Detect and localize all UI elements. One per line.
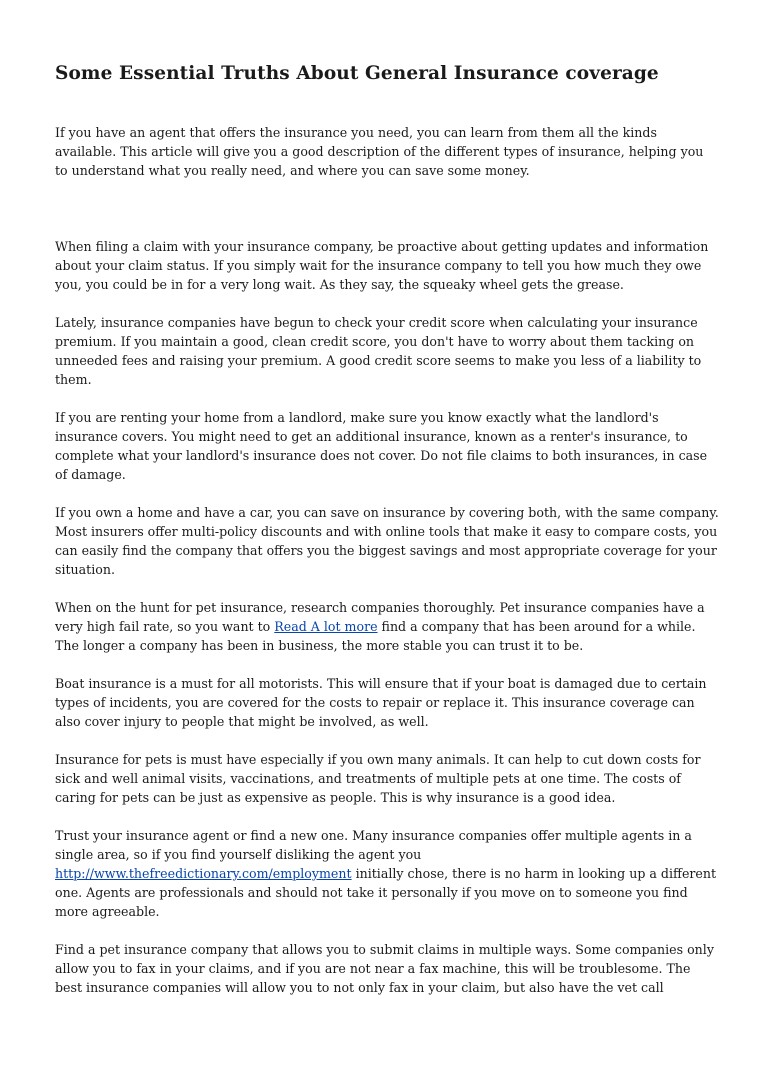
document-page <box>55 62 720 1016</box>
paragraph-multi-policy: If you own a home and have a car, you can save on insurance by covering both, with the same company. Most insurers offer multi-policy discounts and with online tools that make it easy to compare costs, you can easily find the company that offers you the biggest savings and most appropriate coverage for your situation. <box>55 505 719 577</box>
paragraph-text: Trust your insurance agent or find a new one. Many insurance companies offer multiple agents in a single area, so if you find yourself disliking the agent you <box>55 828 692 862</box>
paragraph-text: initially chose, there is no harm in looking up a different one. Agents are professionals and should not take it personally if you move on to someone you find more agreeable. <box>55 866 717 919</box>
paragraph-text: find a company that has been around for a while. The longer a company has been in business, the more stable you can trust it to be. <box>55 619 696 653</box>
paragraph-claim-status: When filing a claim with your insurance company, be proactive about getting updates and information about your claim status. If you simply wait for the insurance company to tell you how much they owe you, you could be in for a very long wait. As they say, the squeaky wheel gets the grease. <box>55 239 709 292</box>
paragraph-pets-insurance: Insurance for pets is must have especially if you own many animals. It can help to cut down costs for sick and well animal visits, vaccinations, and treatments of multiple pets at one time. The costs of caring for pets can be just as expensive as people. This is why insurance is a good idea. <box>55 752 701 805</box>
dictionary-link[interactable]: http://www.thefreedictionary.com/employment <box>55 866 352 881</box>
paragraph-intro: If you have an agent that offers the insurance you need, you can learn from them all the kinds available. This article will give you a good description of the different types of insurance, helping you to understand what you really need, and where you can save some money. <box>55 125 704 178</box>
paragraph-boat-insurance: Boat insurance is a must for all motorists. This will ensure that if your boat is damaged due to certain types of incidents, you are covered for the costs to repair or replace it. This insurance coverage can also cover injury to people that might be involved, as well. <box>55 676 707 729</box>
paragraph-text: When on the hunt for pet insurance, research companies thoroughly. Pet insurance companies have a very high fail rate, so you want to <box>55 600 705 634</box>
document-title: Some Essential Truths About General Insurance coverage <box>55 63 659 84</box>
read-more-link[interactable]: Read A lot more <box>274 619 378 634</box>
paragraph-credit-score: Lately, insurance companies have begun to check your credit score when calculating your insurance premium. If you maintain a good, clean credit score, you don't have to worry about them tacking on unneeded fees and raising your premium. A good credit score seems to make you less of a liability to them. <box>55 315 702 387</box>
paragraph-pet-insurance-research <box>55 598 720 655</box>
paragraph-pet-claims: Find a pet insurance company that allows you to submit claims in multiple ways. Some companies only allow you to fax in your claims, and if you are not near a fax machine, this will be troublesome. The best insurance companies will allow you to not only fax in your claim, but also have the vet call <box>55 942 714 995</box>
paragraph-renters-insurance: If you are renting your home from a landlord, make sure you know exactly what the landlord's insurance covers. You might need to get an additional insurance, known as a renter's insurance, to complete what your landlord's insurance does not cover. Do not file claims to both insurances, in case of damage. <box>55 410 708 482</box>
paragraph-insurance-agent <box>55 826 720 921</box>
